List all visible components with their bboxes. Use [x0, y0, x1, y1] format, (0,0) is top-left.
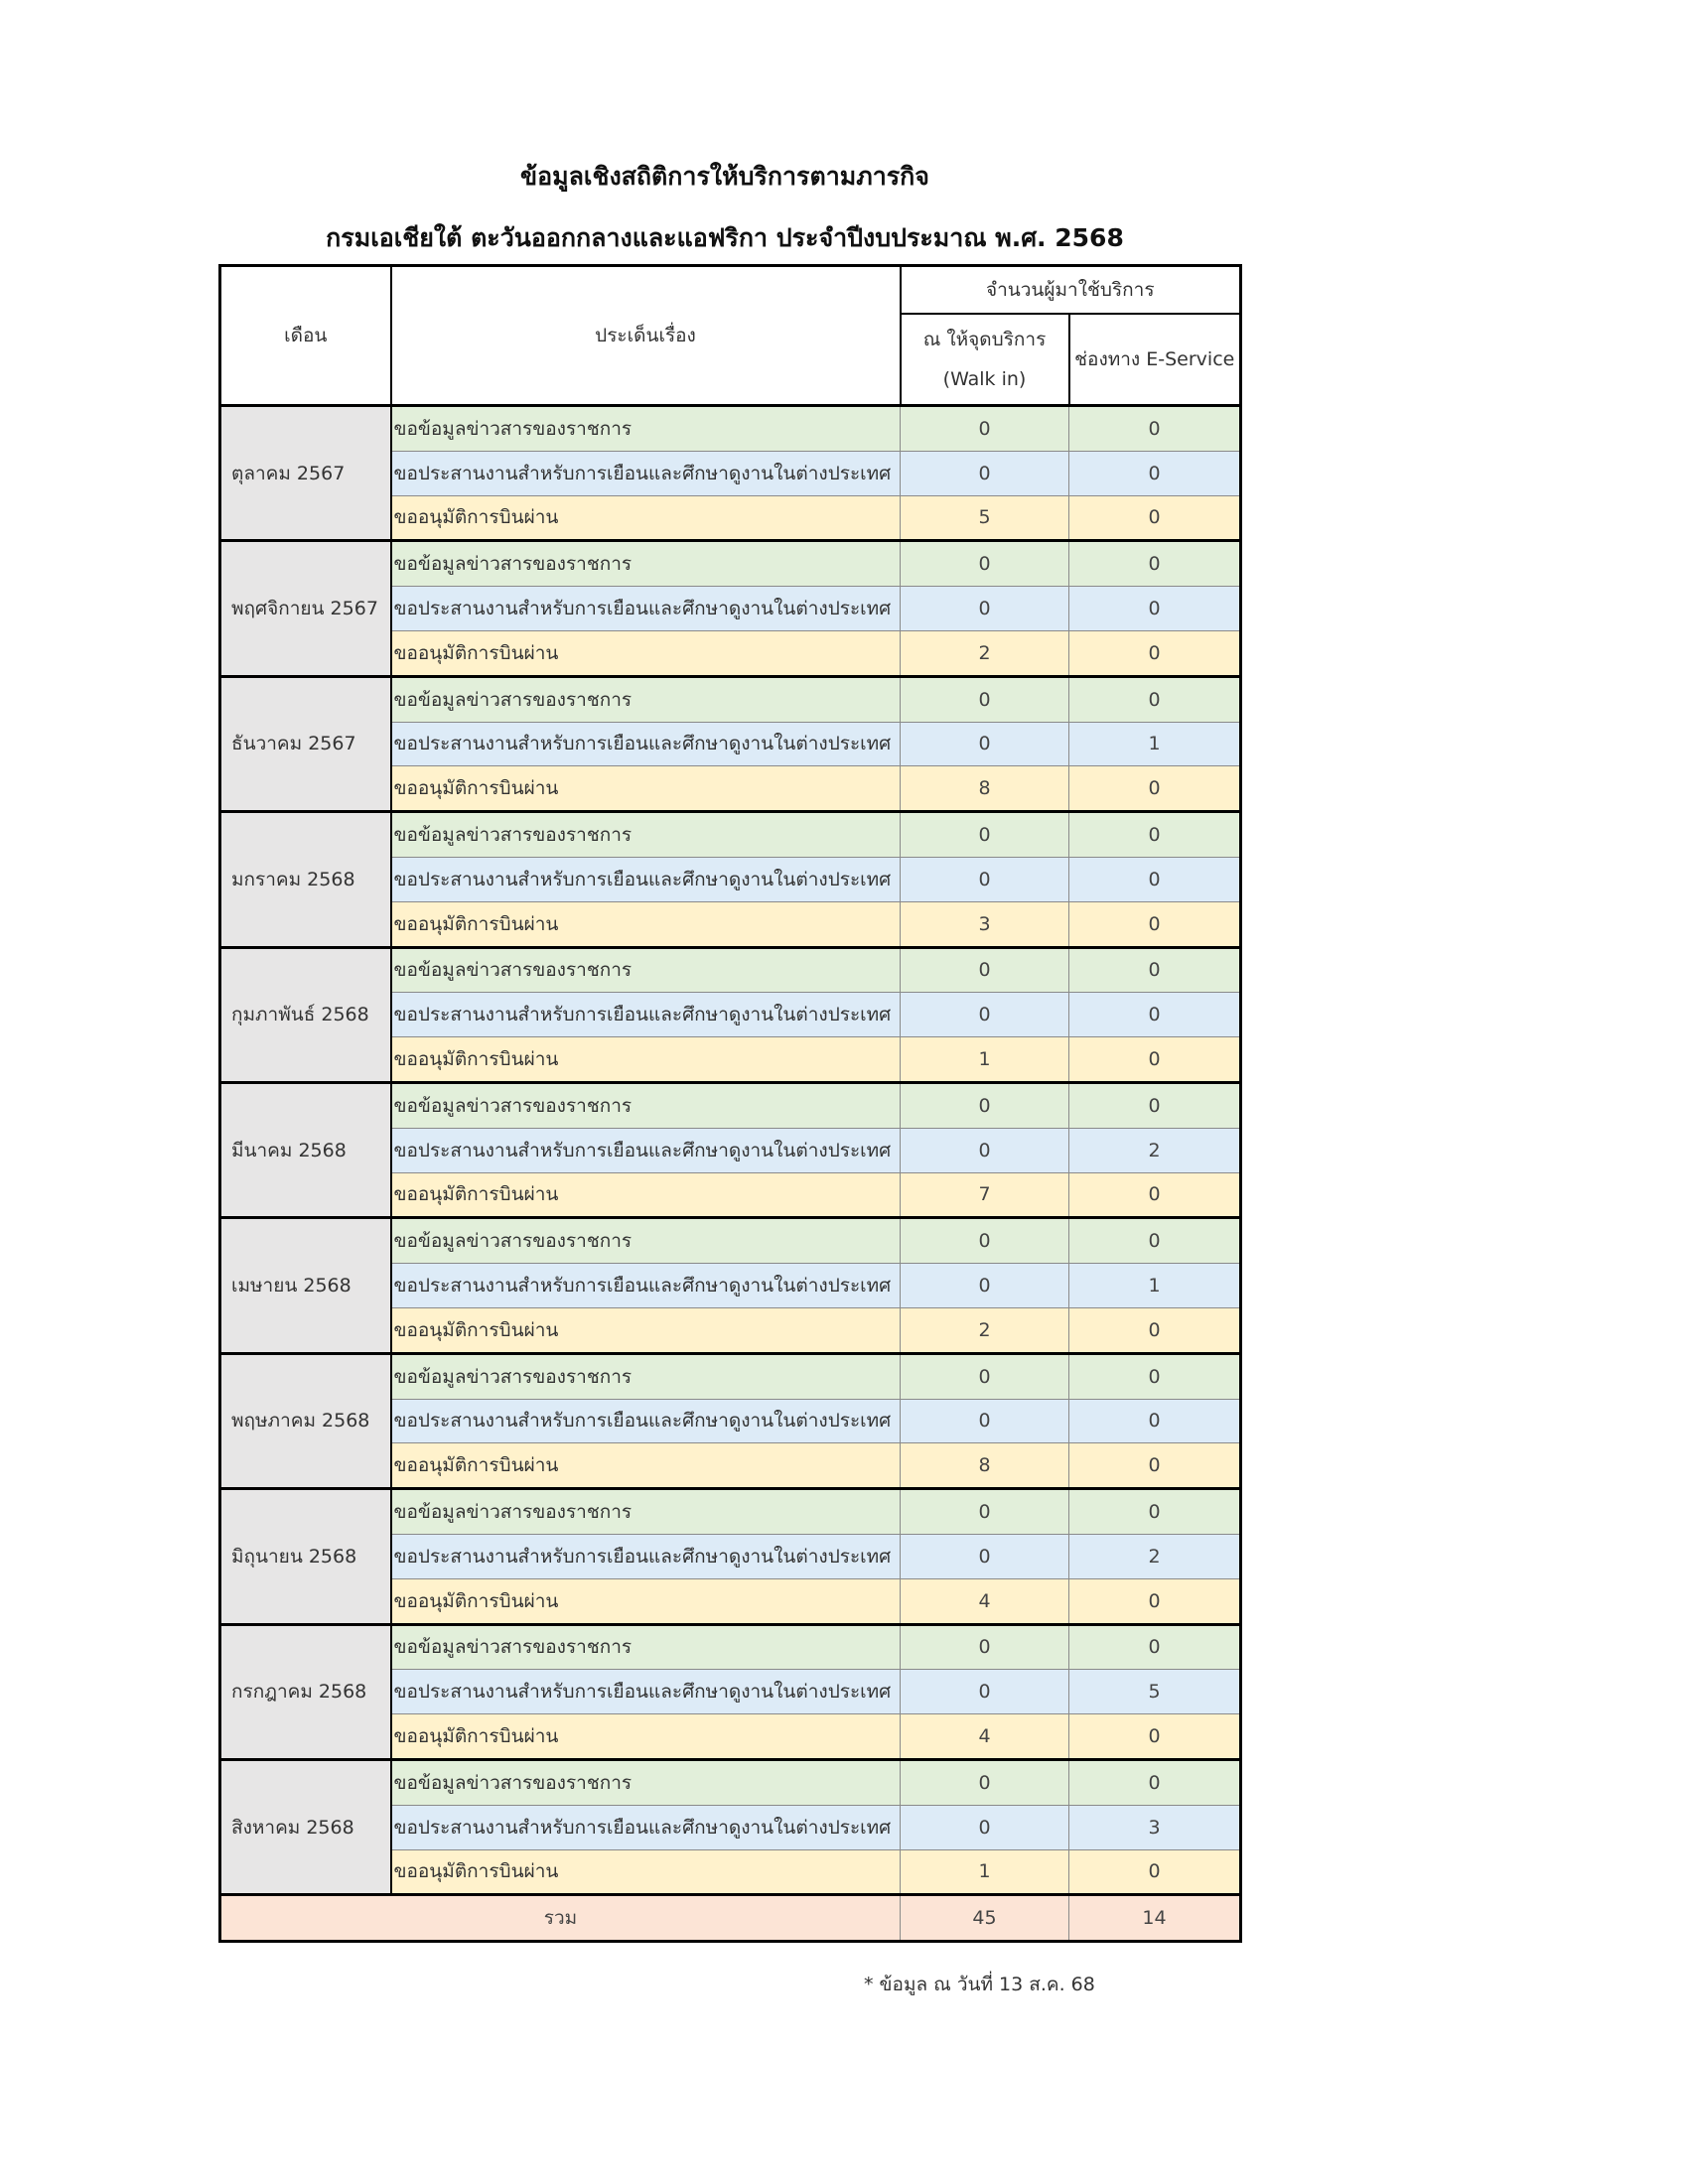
month-cell: กรกฎาคม 2568	[220, 1624, 391, 1759]
month-group	[220, 541, 1241, 676]
walk-in-cell: 2	[901, 1307, 1069, 1353]
header-month: เดือน	[220, 266, 391, 406]
e-service-cell: 0	[1069, 630, 1241, 676]
table-row	[220, 1082, 1241, 1128]
e-service-cell: 0	[1069, 947, 1241, 993]
topic-cell: ขอข้อมูลข่าวสารของราชการ	[391, 1759, 901, 1805]
topic-cell: ขอข้อมูลข่าวสารของราชการ	[391, 1624, 901, 1670]
table-row	[220, 1489, 1241, 1535]
table-row	[220, 1759, 1241, 1805]
walk-in-cell: 8	[901, 1443, 1069, 1489]
e-service-cell: 0	[1069, 766, 1241, 812]
topic-cell: ขอข้อมูลข่าวสารของราชการ	[391, 1218, 901, 1264]
e-service-cell: 0	[1069, 1218, 1241, 1264]
e-service-cell: 0	[1069, 451, 1241, 495]
walk-in-cell: 1	[901, 1849, 1069, 1895]
walk-in-cell: 0	[901, 993, 1069, 1037]
e-service-cell: 0	[1069, 1849, 1241, 1895]
topic-cell: ขออนุมัติการบินผ่าน	[391, 1443, 901, 1489]
e-service-cell: 0	[1069, 406, 1241, 452]
walk-in-cell: 0	[901, 541, 1069, 587]
month-cell: กุมภาพันธ์ 2568	[220, 947, 391, 1082]
e-service-cell: 0	[1069, 1307, 1241, 1353]
month-cell: สิงหาคม 2568	[220, 1759, 391, 1894]
walk-in-cell: 4	[901, 1714, 1069, 1760]
topic-cell: ขออนุมัติการบินผ่าน	[391, 766, 901, 812]
month-cell: พฤษภาคม 2568	[220, 1353, 391, 1488]
walk-in-cell: 0	[901, 1759, 1069, 1805]
month-cell: พฤศจิกายน 2567	[220, 541, 391, 676]
e-service-cell: 0	[1069, 1759, 1241, 1805]
e-service-cell: 0	[1069, 495, 1241, 541]
topic-cell: ขอข้อมูลข่าวสารของราชการ	[391, 1082, 901, 1128]
header-topic: ประเด็นเรื่อง	[391, 266, 901, 406]
table-row	[220, 1218, 1241, 1264]
document-subtitle: กรมเอเชียใต้ ตะวันออกกลางและแอฟริกา ประจำปีงบประมาณ พ.ศ. 2568	[326, 223, 1124, 252]
walk-in-cell: 0	[901, 1489, 1069, 1535]
walk-in-cell: 7	[901, 1172, 1069, 1218]
walk-in-cell: 0	[901, 406, 1069, 452]
walk-in-cell: 2	[901, 630, 1069, 676]
topic-cell: ขอข้อมูลข่าวสารของราชการ	[391, 541, 901, 587]
table-row	[220, 406, 1241, 452]
topic-cell: ขอข้อมูลข่าวสารของราชการ	[391, 947, 901, 993]
topic-cell: ขออนุมัติการบินผ่าน	[391, 1849, 901, 1895]
e-service-cell: 0	[1069, 857, 1241, 901]
topic-cell: ขออนุมัติการบินผ่าน	[391, 1172, 901, 1218]
e-service-cell: 0	[1069, 541, 1241, 587]
month-group	[220, 676, 1241, 811]
e-service-cell: 0	[1069, 901, 1241, 947]
e-service-cell: 5	[1069, 1670, 1241, 1714]
walk-in-cell: 0	[901, 1399, 1069, 1443]
topic-cell: ขอข้อมูลข่าวสารของราชการ	[391, 1353, 901, 1399]
month-group	[220, 1489, 1241, 1624]
topic-cell: ขออนุมัติการบินผ่าน	[391, 630, 901, 676]
header-service-users: จำนวนผู้มาใช้บริการ	[901, 266, 1241, 315]
topic-cell: ขออนุมัติการบินผ่าน	[391, 901, 901, 947]
month-cell: ตุลาคม 2567	[220, 406, 391, 541]
e-service-cell: 0	[1069, 1489, 1241, 1535]
e-service-cell: 0	[1069, 676, 1241, 722]
month-cell: ธันวาคม 2567	[220, 676, 391, 811]
topic-cell: ขอประสานงานสำหรับการเยือนและศึกษาดูงานในต่างประเทศ	[391, 1670, 901, 1714]
e-service-cell: 0	[1069, 1714, 1241, 1760]
topic-cell: ขอข้อมูลข่าวสารของราชการ	[391, 406, 901, 452]
topic-cell: ขออนุมัติการบินผ่าน	[391, 1307, 901, 1353]
walk-in-cell: 0	[901, 857, 1069, 901]
walk-in-cell: 0	[901, 1670, 1069, 1714]
walk-in-cell: 4	[901, 1578, 1069, 1624]
month-group	[220, 1353, 1241, 1488]
e-service-cell: 0	[1069, 1172, 1241, 1218]
topic-cell: ขอประสานงานสำหรับการเยือนและศึกษาดูงานในต่างประเทศ	[391, 722, 901, 766]
topic-cell: ขอประสานงานสำหรับการเยือนและศึกษาดูงานในต่างประเทศ	[391, 1399, 901, 1443]
e-service-cell: 2	[1069, 1128, 1241, 1172]
table-row	[220, 812, 1241, 858]
walk-in-cell: 0	[901, 1218, 1069, 1264]
header-e-service: ช่องทาง E-Service	[1069, 314, 1241, 406]
month-cell: มิถุนายน 2568	[220, 1489, 391, 1624]
month-group	[220, 1082, 1241, 1217]
walk-in-cell: 0	[901, 1534, 1069, 1578]
topic-cell: ขอประสานงานสำหรับการเยือนและศึกษาดูงานในต่างประเทศ	[391, 993, 901, 1037]
walk-in-cell: 0	[901, 676, 1069, 722]
e-service-cell: 0	[1069, 1353, 1241, 1399]
walk-in-cell: 1	[901, 1037, 1069, 1083]
document-title: ข้อมูลเชิงสถิติการให้บริการตามภารกิจ	[520, 162, 929, 191]
walk-in-cell: 0	[901, 1624, 1069, 1670]
topic-cell: ขอประสานงานสำหรับการเยือนและศึกษาดูงานในต่างประเทศ	[391, 1805, 901, 1849]
total-walk-in: 45	[901, 1895, 1069, 1942]
e-service-cell: 0	[1069, 1624, 1241, 1670]
topic-cell: ขออนุมัติการบินผ่าน	[391, 1714, 901, 1760]
footnote: * ข้อมูล ณ วันที่ 13 ส.ค. 68	[864, 1974, 1095, 1995]
walk-in-cell: 0	[901, 1128, 1069, 1172]
topic-cell: ขอประสานงานสำหรับการเยือนและศึกษาดูงานในต่างประเทศ	[391, 587, 901, 631]
e-service-cell: 0	[1069, 1399, 1241, 1443]
month-group	[220, 1624, 1241, 1759]
header-walk-in-line2: (Walk in)	[942, 368, 1027, 390]
e-service-cell: 0	[1069, 993, 1241, 1037]
month-group	[220, 406, 1241, 541]
table-row	[220, 947, 1241, 993]
walk-in-cell: 0	[901, 587, 1069, 631]
topic-cell: ขออนุมัติการบินผ่าน	[391, 1037, 901, 1083]
total-label: รวม	[220, 1895, 901, 1942]
walk-in-cell: 8	[901, 766, 1069, 812]
table-row	[220, 1353, 1241, 1399]
month-group	[220, 812, 1241, 947]
e-service-cell: 1	[1069, 1264, 1241, 1308]
walk-in-cell: 0	[901, 1264, 1069, 1308]
topic-cell: ขออนุมัติการบินผ่าน	[391, 1578, 901, 1624]
total-e-service: 14	[1069, 1895, 1241, 1942]
e-service-cell: 0	[1069, 587, 1241, 631]
walk-in-cell: 0	[901, 722, 1069, 766]
topic-cell: ขอประสานงานสำหรับการเยือนและศึกษาดูงานในต่างประเทศ	[391, 1128, 901, 1172]
e-service-cell: 0	[1069, 1037, 1241, 1083]
topic-cell: ขออนุมัติการบินผ่าน	[391, 495, 901, 541]
e-service-cell: 0	[1069, 812, 1241, 858]
total-row	[220, 1895, 1241, 1942]
walk-in-cell: 0	[901, 1082, 1069, 1128]
month-group	[220, 1218, 1241, 1353]
walk-in-cell: 0	[901, 1353, 1069, 1399]
header-walk-in	[901, 314, 1069, 406]
walk-in-cell: 0	[901, 451, 1069, 495]
e-service-cell: 2	[1069, 1534, 1241, 1578]
header-walk-in-line1: ณ ให้จุดบริการ	[922, 329, 1047, 350]
walk-in-cell: 0	[901, 1805, 1069, 1849]
e-service-cell: 3	[1069, 1805, 1241, 1849]
walk-in-cell: 0	[901, 812, 1069, 858]
topic-cell: ขอประสานงานสำหรับการเยือนและศึกษาดูงานในต่างประเทศ	[391, 1264, 901, 1308]
walk-in-cell: 0	[901, 947, 1069, 993]
month-group	[220, 1759, 1241, 1894]
topic-cell: ขอข้อมูลข่าวสารของราชการ	[391, 676, 901, 722]
walk-in-cell: 3	[901, 901, 1069, 947]
e-service-cell: 1	[1069, 722, 1241, 766]
month-group	[220, 947, 1241, 1082]
e-service-cell: 0	[1069, 1443, 1241, 1489]
topic-cell: ขอข้อมูลข่าวสารของราชการ	[391, 812, 901, 858]
service-statistics-table	[218, 264, 1242, 1943]
walk-in-cell: 5	[901, 495, 1069, 541]
table-row	[220, 541, 1241, 587]
month-cell: เมษายน 2568	[220, 1218, 391, 1353]
table-row	[220, 1624, 1241, 1670]
month-cell: มีนาคม 2568	[220, 1082, 391, 1217]
e-service-cell: 0	[1069, 1082, 1241, 1128]
topic-cell: ขอข้อมูลข่าวสารของราชการ	[391, 1489, 901, 1535]
e-service-cell: 0	[1069, 1578, 1241, 1624]
topic-cell: ขอประสานงานสำหรับการเยือนและศึกษาดูงานในต่างประเทศ	[391, 1534, 901, 1578]
table-row	[220, 676, 1241, 722]
topic-cell: ขอประสานงานสำหรับการเยือนและศึกษาดูงานในต่างประเทศ	[391, 857, 901, 901]
month-cell: มกราคม 2568	[220, 812, 391, 947]
topic-cell: ขอประสานงานสำหรับการเยือนและศึกษาดูงานในต่างประเทศ	[391, 451, 901, 495]
